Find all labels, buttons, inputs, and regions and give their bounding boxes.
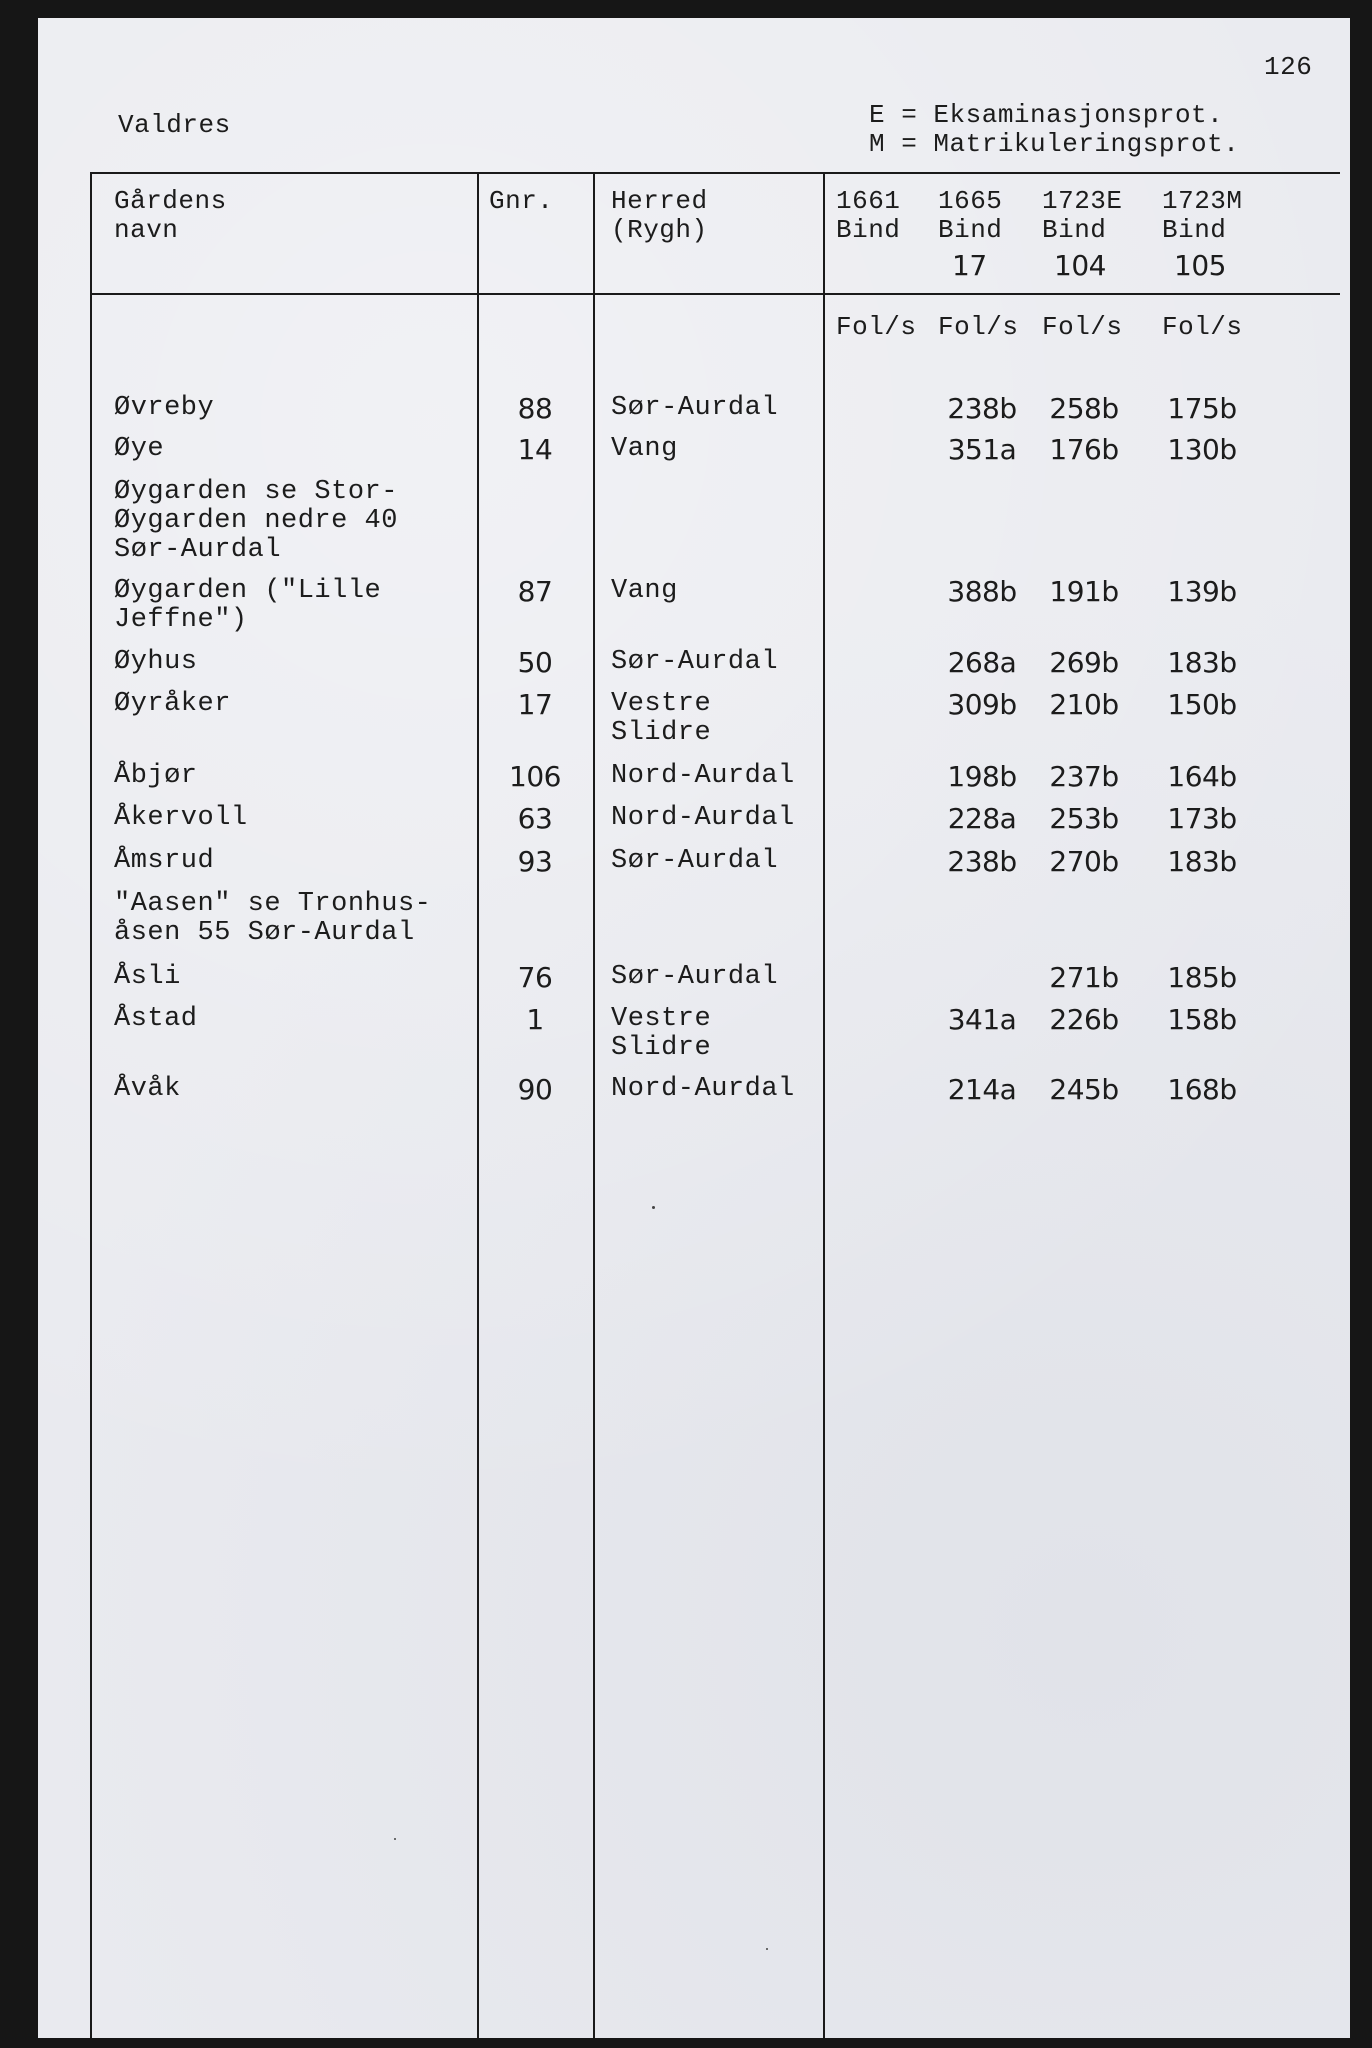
folio-cell-1723m: 168b (1167, 1073, 1237, 1106)
herred-cell: Vang (611, 434, 678, 464)
col-header-herred: Herred (611, 186, 708, 216)
gnr-cell: 106 (509, 760, 561, 793)
herred-cell: Nord-Aurdal (611, 1074, 795, 1104)
folio-cell-1723e: 271b (1049, 961, 1119, 994)
col-header-1723e: 1723E (1042, 186, 1123, 216)
scan-speck (766, 1948, 768, 1950)
col-header-1723m: 1723M (1162, 186, 1243, 216)
table-header-rule (90, 293, 1340, 295)
gnr-cell: 17 (517, 688, 553, 721)
col-header-1661-bind: Bind (836, 215, 901, 245)
herred-cell: Nord-Aurdal (611, 761, 795, 791)
table-left-border (90, 172, 92, 2038)
herred-cell: Slidre (611, 718, 712, 748)
region-title: Valdres (118, 110, 231, 140)
herred-cell: Nord-Aurdal (611, 803, 795, 833)
folio-cell-1723m: 158b (1167, 1003, 1237, 1036)
unit-fol-1665: Fol/s (938, 312, 1019, 342)
document-page (38, 18, 1350, 2038)
gnr-cell: 87 (517, 575, 553, 608)
folio-cell-1665: 268a (947, 646, 1017, 679)
gnr-cell: 90 (517, 1073, 553, 1106)
herred-cell: Sør-Aurdal (611, 962, 779, 992)
col-header-name-2: navn (114, 215, 179, 245)
folio-cell-1665: 238b (947, 392, 1017, 425)
herred-cell: Vestre (611, 689, 712, 719)
unit-fol-1661: Fol/s (836, 312, 917, 342)
folio-cell-1665: 238b (947, 845, 1017, 878)
col-header-1665-bind: Bind (938, 215, 1003, 245)
col-header-1723m-bind: Bind (1162, 215, 1227, 245)
farm-name: Øvreby (114, 393, 215, 423)
unit-fol-1723e: Fol/s (1042, 312, 1123, 342)
gnr-cell: 93 (517, 845, 553, 878)
scan-speck (394, 1838, 396, 1840)
folio-cell-1665: 198b (947, 760, 1017, 793)
folio-cell-1723m: 183b (1167, 646, 1237, 679)
folio-cell-1665: 388b (947, 575, 1017, 608)
gnr-cell: 1 (526, 1003, 544, 1036)
col-header-herred-2: (Rygh) (611, 215, 708, 245)
farm-name: Sør-Aurdal (114, 535, 282, 565)
folio-cell-1665: 341a (947, 1003, 1017, 1036)
folio-cell-1665: 351a (947, 433, 1017, 466)
herred-cell: Sør-Aurdal (611, 647, 779, 677)
farm-name: Åvåk (114, 1074, 181, 1104)
gnr-cell: 76 (517, 961, 553, 994)
folio-cell-1723e: 270b (1049, 845, 1119, 878)
column-divider-gnr (593, 172, 595, 2038)
farm-name: Jeffne") (114, 605, 248, 635)
farm-name: Øygarden nedre 40 (114, 506, 398, 536)
column-divider-name (477, 172, 479, 2038)
herred-cell: Vestre (611, 1004, 712, 1034)
folio-cell-1723m: 173b (1167, 802, 1237, 835)
farm-name: Øye (114, 434, 165, 464)
herred-cell: Vang (611, 576, 678, 606)
farm-name: Åkervoll (114, 803, 248, 833)
herred-cell: Sør-Aurdal (611, 846, 779, 876)
folio-cell-1723e: 237b (1049, 760, 1119, 793)
folio-cell-1665: 214a (947, 1073, 1017, 1106)
gnr-cell: 14 (517, 433, 553, 466)
folio-cell-1723m: 183b (1167, 845, 1237, 878)
farm-name: "Aasen" se Tronhus- (114, 889, 432, 919)
folio-cell-1723m: 150b (1167, 688, 1237, 721)
legend-m: M = Matrikuleringsprot. (869, 129, 1240, 159)
farm-name: Øygarden se Stor- (114, 477, 398, 507)
folio-cell-1665: 309b (947, 688, 1017, 721)
page-number: 126 (1264, 52, 1313, 82)
folio-cell-1723e: 269b (1049, 646, 1119, 679)
col-header-1665: 1665 (938, 186, 1003, 216)
gnr-cell: 50 (517, 646, 553, 679)
herred-cell: Sør-Aurdal (611, 393, 779, 423)
gnr-cell: 63 (517, 802, 553, 835)
folio-cell-1665: 228a (947, 802, 1017, 835)
farm-name: Øyråker (114, 689, 231, 719)
farm-name: Åstad (114, 1004, 198, 1034)
farm-name: Åmsrud (114, 846, 215, 876)
farm-name: Åsli (114, 962, 181, 992)
folio-cell-1723e: 191b (1049, 575, 1119, 608)
folio-cell-1723e: 210b (1049, 688, 1119, 721)
col-header-1723e-bind-number: 104 (1054, 249, 1106, 282)
farm-name: Øyhus (114, 647, 198, 677)
scan-speck (652, 1206, 655, 1209)
folio-cell-1723m: 175b (1167, 392, 1237, 425)
folio-cell-1723e: 226b (1049, 1003, 1119, 1036)
folio-cell-1723m: 139b (1167, 575, 1237, 608)
farm-name: Øygarden ("Lille (114, 576, 382, 606)
col-header-1661: 1661 (836, 186, 901, 216)
folio-cell-1723m: 185b (1167, 961, 1237, 994)
unit-fol-1723m: Fol/s (1162, 312, 1243, 342)
herred-cell: Slidre (611, 1033, 712, 1063)
col-header-1665-bind-number: 17 (952, 249, 987, 282)
col-header-gnr: Gnr. (489, 186, 554, 216)
folio-cell-1723m: 164b (1167, 760, 1237, 793)
folio-cell-1723e: 258b (1049, 392, 1119, 425)
col-header-1723m-bind-number: 105 (1174, 249, 1226, 282)
folio-cell-1723e: 245b (1049, 1073, 1119, 1106)
folio-cell-1723e: 253b (1049, 802, 1119, 835)
gnr-cell: 88 (517, 392, 553, 425)
table-top-rule (90, 172, 1340, 174)
column-divider-herred (823, 172, 825, 2038)
legend-e: E = Eksaminasjonsprot. (869, 100, 1224, 130)
folio-cell-1723e: 176b (1049, 433, 1119, 466)
farm-name: åsen 55 Sør-Aurdal (114, 918, 415, 948)
col-header-1723e-bind: Bind (1042, 215, 1107, 245)
col-header-name: Gårdens (114, 186, 227, 216)
folio-cell-1723m: 130b (1167, 433, 1237, 466)
farm-name: Åbjør (114, 761, 198, 791)
